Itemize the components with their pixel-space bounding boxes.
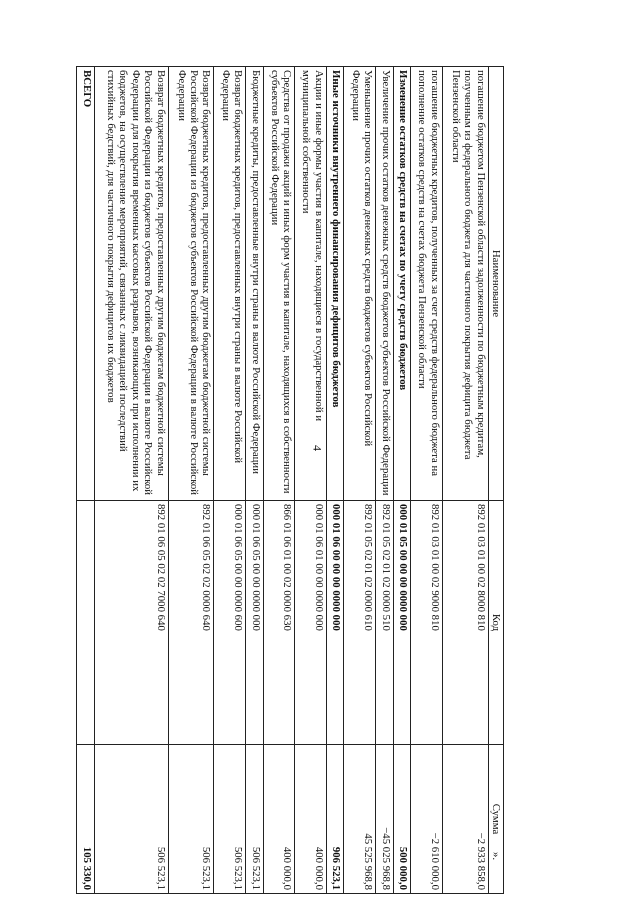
row-code-cell: 892 01 06 05 02 02 0000 640 bbox=[168, 501, 214, 745]
table-row bbox=[376, 67, 394, 894]
row-name-cell: погашение бюджетом Пензенской области задолженности по бюджетным кредитам, полученным из федерального бюджета для частичного покрытия дефицита бюджета Пензенской области bbox=[442, 67, 488, 501]
header-name: Наименование bbox=[488, 67, 503, 501]
table-row bbox=[246, 67, 264, 894]
row-name-cell: Иные источники внутреннего финансирования дефицитов бюджетов bbox=[326, 67, 344, 501]
row-code-cell: 892 01 05 02 01 02 0000 610 bbox=[344, 501, 376, 745]
header-sum: Сумма bbox=[488, 745, 503, 894]
table-header-row bbox=[488, 67, 503, 894]
budget-table-container bbox=[76, 66, 504, 893]
row-code-cell: 892 01 03 01 00 02 8000 810 bbox=[442, 501, 488, 745]
row-code-cell: 000 01 06 00 00 00 0000 000 bbox=[326, 501, 344, 745]
row-code-cell: 000 01 05 00 00 00 0000 000 bbox=[393, 501, 411, 745]
table-row bbox=[263, 67, 295, 894]
row-sum-cell: 500 000,0 bbox=[393, 745, 411, 894]
page-number: 4 bbox=[310, 445, 325, 451]
row-sum-cell: 506 523,1 bbox=[168, 745, 214, 894]
row-sum-cell: 506 523,1 bbox=[214, 745, 246, 894]
row-sum-cell: 506 523,1 bbox=[94, 745, 168, 894]
row-code-cell: 000 01 06 05 00 00 0000 000 bbox=[246, 501, 264, 745]
row-name-cell: ВСЕГО bbox=[77, 67, 95, 501]
row-sum-cell: −2 610 000,0 bbox=[411, 745, 443, 894]
row-code-cell: 892 01 06 05 02 02 7000 640 bbox=[94, 501, 168, 745]
row-code-cell: 892 01 03 01 00 02 9000 810 bbox=[411, 501, 443, 745]
row-sum-cell: 400 000,0 bbox=[295, 745, 327, 894]
row-sum-cell: −2 933 858,0 bbox=[442, 745, 488, 894]
table-row bbox=[295, 67, 327, 894]
table-row bbox=[393, 67, 411, 894]
row-code-cell: 000 01 06 01 00 00 0000 000 bbox=[295, 501, 327, 745]
table-row bbox=[94, 67, 168, 894]
row-name-cell: Возврат бюджетных кредитов, предоставленных другим бюджетам бюджетной системы Российской Федерации из бюджетов субъектов Российской Федерации в валюте Российской Федерации для покрытия временных кассовых разрывов, возникающих при исполнении их бюджетов, на осуществление мероприятий, связанных с ликвидацией последствий стихийных бедствий, для частичного покрытия дефицитов их бюджетов bbox=[94, 67, 168, 501]
row-sum-cell: 400 000,0 bbox=[263, 745, 295, 894]
row-sum-cell: 906 523,1 bbox=[326, 745, 344, 894]
table-row bbox=[77, 67, 95, 894]
table-row bbox=[168, 67, 214, 894]
row-sum-cell: 105 330,0 bbox=[77, 745, 95, 894]
table-row bbox=[442, 67, 488, 894]
row-code-cell: 866 01 06 01 00 02 0000 630 bbox=[263, 501, 295, 745]
table-row bbox=[411, 67, 443, 894]
row-name-cell: Уменьшение прочих остатков денежных средств бюджетов субъектов Российской Федерации bbox=[344, 67, 376, 501]
row-name-cell: Изменение остатков средств на счетах по учету средств бюджетов bbox=[393, 67, 411, 501]
row-sum-cell: −45 025 968,8 bbox=[376, 745, 394, 894]
row-name-cell: Увеличение прочих остатков денежных средств бюджетов субъектов Российской Федерации bbox=[376, 67, 394, 501]
table-body bbox=[77, 67, 489, 894]
row-name-cell: Акции и иные формы участия в капитале, находящиеся в государственной и муниципальной собственности bbox=[295, 67, 327, 501]
budget-sources-table bbox=[76, 66, 504, 894]
row-name-cell: Возврат бюджетных кредитов, предоставленных внутри страны в валюте Российской Федерации bbox=[214, 67, 246, 501]
table-row bbox=[214, 67, 246, 894]
table-row bbox=[326, 67, 344, 894]
row-name-cell: Возврат бюджетных кредитов, предоставленных другим бюджетам бюджетной системы Российской Федерации из бюджетов субъектов Российской Федерации в валюте Российской Федерации bbox=[168, 67, 214, 501]
row-name-cell: погашение бюджетных кредитов, полученных за счет средств федерального бюджета на пополнение остатков средств на счетах бюджета Пензенской области bbox=[411, 67, 443, 501]
closing-quote-mark: ». bbox=[490, 851, 503, 861]
row-name-cell: Бюджетные кредиты, предоставленные внутри страны в валюте Российской Федерации bbox=[246, 67, 264, 501]
row-code-cell: 000 01 06 05 00 00 0000 600 bbox=[214, 501, 246, 745]
row-sum-cell: 506 523,1 bbox=[246, 745, 264, 894]
row-sum-cell: 45 525 968,8 bbox=[344, 745, 376, 894]
header-code: Код bbox=[488, 501, 503, 745]
row-name-cell: Средства от продажи акций и иных форм участия в капитале, находящихся в собственности субъектов Российской Федерации bbox=[263, 67, 295, 501]
row-code-cell: 892 01 05 02 01 02 0000 510 bbox=[376, 501, 394, 745]
table-row bbox=[344, 67, 376, 894]
row-code-cell bbox=[77, 501, 95, 745]
